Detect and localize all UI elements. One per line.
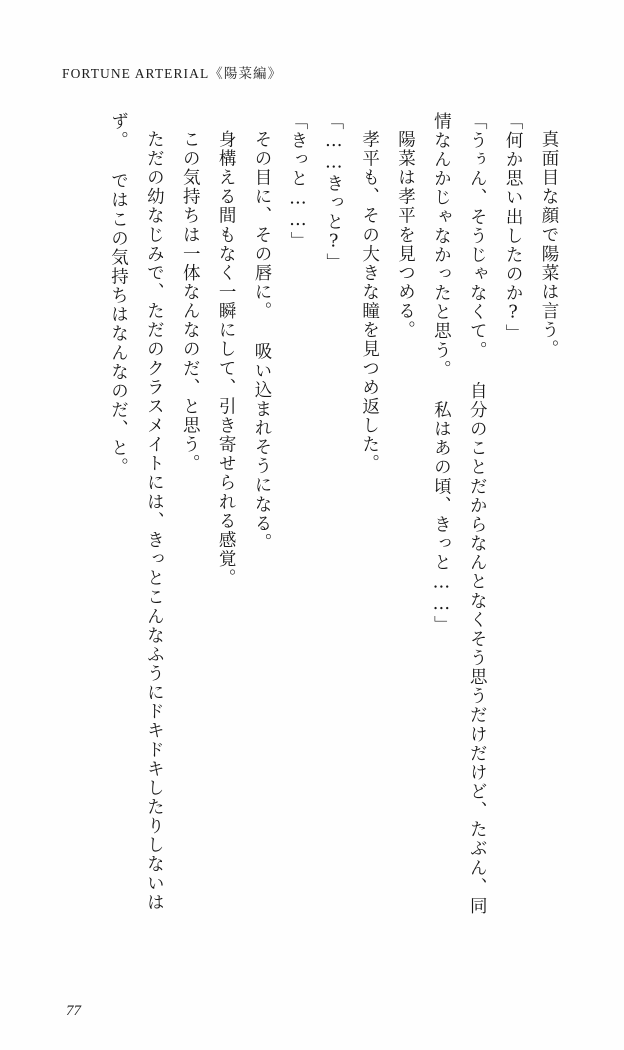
- paragraph: 身構える間もなく一瞬にして、引き寄せられる感覚。: [216, 129, 237, 588]
- paragraph: その目に、その唇に。 吸い込まれそうになる。: [252, 129, 272, 552]
- paragraph: 「きっと……」: [287, 112, 308, 251]
- paragraph: この気持ちは一体なんなのだ、と思う。: [180, 129, 201, 473]
- body-text-vertical: [108, 112, 566, 932]
- paragraph: 「うぅん、そうじゃなくて。 自分のことだからなんとなくそう思うだけだけど、たぶん、同情なんかじゃなかったと思う。 私はあの頃、きっと……」: [431, 112, 488, 916]
- page-number: 77: [66, 1003, 81, 1019]
- paragraph: 孝平も、その大きな瞳を見つめ返した。: [359, 129, 380, 473]
- paragraph: 真面目な顔で陽菜は言う。: [539, 129, 559, 359]
- paragraph: 陽菜は孝平を見つめる。: [395, 129, 416, 340]
- paragraph: ただの幼なじみで、ただのクラスメイトには、きっとこんなふうにドキドキしたりしないはず。 ではこの気持ちはなんなのだ、と。: [108, 112, 165, 912]
- running-header: FORTUNE ARTERIAL《陽菜編》: [62, 66, 283, 81]
- paragraph: 「何か思い出したのか?」: [503, 112, 524, 344]
- paragraph: 「……きっと?」: [323, 112, 344, 273]
